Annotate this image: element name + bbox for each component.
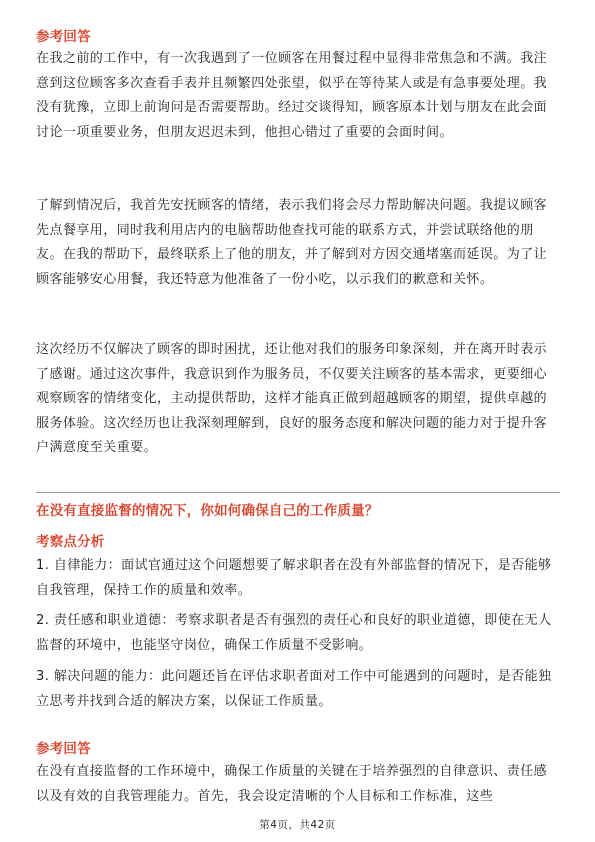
answer-paragraph-2: 了解到情况后，我首先安抚顾客的情绪，表示我们将会尽力帮助解决问题。我提议顾客先点餐享用，同时我利用店内的电脑帮助他查找可能的联系方式，并尝试联络他的朋友。在我的帮助下，最终联系上了他的朋友，并了解到对方因交通堵塞而延误。为了让顾客能够安心用餐，我还特意为他准备了一份小吃，以示我们的歉意和关怀。 — [36, 198, 548, 287]
reference-answer-heading-2: 参考回答 — [36, 741, 91, 757]
answer-paragraph-1: 在我之前的工作中，有一次我遇到了一位顾客在用餐过程中显得非常焦急和不满。我注意到这位顾客多次查看手表并且频繁四处张望，似乎在等待某人或是有急事要处理。我没有犹豫，立即上前询问是否需要帮助。经过交谈得知，顾客原本计划与朋友在此会面讨论一项重要业务，但朋友迟迟未到，他担心错过了重要的会面时间。 — [36, 51, 548, 140]
answer-paragraph-3: 这次经历不仅解决了顾客的即时困扰，还让他对我们的服务印象深刻，并在离开时表示了感谢。通过这次事件，我意识到作为服务员，不仅要关注顾客的基本需求，更要细心观察顾客的情绪变化，主动提供帮助，这样才能真正做到超越顾客的期望，提供卓越的服务体验。这次经历也让我深刻理解到，良好的服务态度和解决问题的能力对于提升客户满意度至关重要。 — [36, 342, 548, 456]
analysis-item-3: 3. 解决问题的能力：此问题还旨在评估求职者面对工作中可能遇到的问题时，是否能独立思考并找到合适的解决方案，以保证工作质量。 — [36, 669, 552, 709]
reference-answer-heading: 参考回答 — [36, 29, 91, 45]
page-number: 第4页，共42页 — [259, 819, 336, 831]
analysis-item-2: 2. 责任感和职业道德：考察求职者是否有强烈的责任心和良好的职业道德，即使在无人监督的环境中，也能坚守岗位，确保工作质量不受影响。 — [36, 613, 552, 653]
question-title: 在没有直接监督的情况下，你如何确保自己的工作质量？ — [36, 503, 379, 519]
section-divider — [36, 492, 560, 493]
analysis-heading: 考察点分析 — [36, 534, 105, 550]
analysis-item-1: 1. 自律能力：面试官通过这个问题想要了解求职者在没有外部监督的情况下，是否能够自我管理，保持工作的质量和效率。 — [36, 558, 552, 598]
answer-paragraph-4: 在没有直接监督的工作环境中，确保工作质量的关键在于培养强烈的自律意识、责任感以及有效的自我管理能力。首先，我会设定清晰的个人目标和工作标准，这些 — [36, 764, 548, 804]
